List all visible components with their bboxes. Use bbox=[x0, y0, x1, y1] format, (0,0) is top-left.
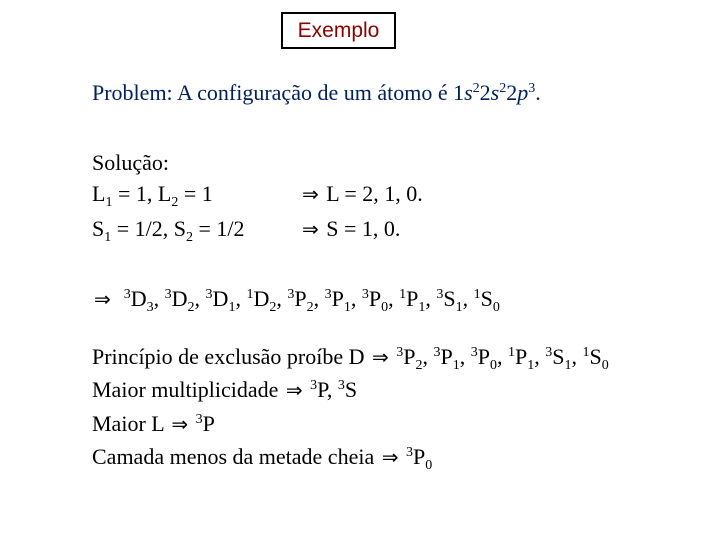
l-values-line: $L_1 = 1$, $L_2 = 1$ bbox=[92, 181, 213, 210]
l-total-result: ⇒ L = 2, 1, 0. bbox=[302, 181, 423, 206]
s-total-result: ⇒ S = 1, 0. bbox=[302, 216, 401, 241]
slide-title: Exemplo bbox=[281, 12, 396, 49]
implies-arrow-icon: ⇒ bbox=[302, 182, 319, 206]
implies-arrow-icon: ⇒ bbox=[372, 345, 389, 369]
max-l-line: Maior L ⇒ $^3$P bbox=[92, 411, 215, 436]
implies-arrow-icon: ⇒ bbox=[171, 412, 189, 436]
solution-heading: Solução: bbox=[92, 150, 169, 175]
implies-arrow-icon: ⇒ bbox=[381, 445, 399, 469]
implies-arrow-icon: ⇒ bbox=[302, 217, 319, 241]
implies-arrow-icon: ⇒ bbox=[94, 287, 111, 311]
problem-text: A configuração de um átomo é bbox=[176, 80, 454, 105]
term-symbols-line: ⇒ $^3D_3$, $^3D_2$, $^3D_1$, $^1D_2$, $^3P_2$, $^3P_1$, $^3P_0$, $^1P_1$, $^3S_1$, $^1S_0$ bbox=[94, 286, 500, 315]
multiplicity-line: Maior multiplicidade ⇒ $^3$P, $^3$S bbox=[92, 377, 358, 402]
implies-arrow-icon: ⇒ bbox=[285, 378, 303, 402]
s-values-line: $S_1 = 1/2$, $S_2 = 1/2$ bbox=[92, 216, 245, 245]
half-shell-line: Camada menos da metade cheia ⇒ $^3P_0$ bbox=[92, 444, 433, 473]
exclusion-principle-line: Princípio de exclusão proíbe D ⇒ $^3P_2$, $^3P_1$, $^3P_0$, $^1P_1$, $^3S_1$, $^1S_0$ bbox=[92, 344, 609, 373]
problem-statement: Problem: A configuração de um átomo é $1s^22s^22p^3$. bbox=[92, 80, 541, 105]
problem-label: Problem: bbox=[92, 80, 173, 105]
electron-configuration: $1s^22s^22p^3$ bbox=[453, 80, 536, 105]
